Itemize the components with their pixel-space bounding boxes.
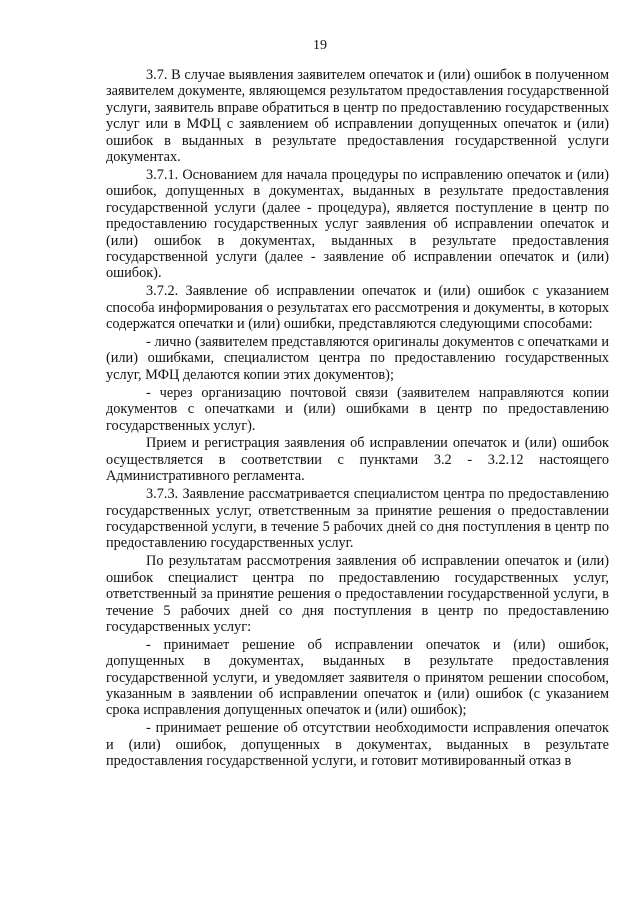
document-body	[106, 67, 609, 771]
list-item-refusal-decision: - принимает решение об отсутствии необходимости исправления опечаток и (или) ошибок, допущенных в документах, выданных в результате предоставления государственной услуги, и готовит мотивированный отказ в	[106, 720, 609, 770]
paragraph-3-7-1: 3.7.1. Основанием для начала процедуры по исправлению опечаток и (или) ошибок, допущенных в документах, выданных в результате предоставления государственной услуги (далее - процедура), является поступление в центр по предоставлению государственных услуг заявления об исправлении опечаток и (или) ошибок в документах, выданных в результате предоставления государственной услуги (далее - заявление об исправлении опечаток и (или) ошибок).	[106, 166, 609, 282]
list-item-correction-decision: - принимает решение об исправлении опечаток и (или) ошибок, допущенных в документах, выданных в результате предоставления государственной услуги, и уведомляет заявителя о принятом решении способом, указанным в заявлении об исправлении опечаток и (или) ошибок (с указанием срока исправления допущенных опечаток и (или) ошибок);	[106, 636, 609, 719]
page-number: 19	[313, 38, 327, 53]
paragraph-3-7-2: 3.7.2. Заявление об исправлении опечаток и (или) ошибок с указанием способа информирования о результатах его рассмотрения и документы, в которых содержатся опечатки и (или) ошибки, представляются следующими способами:	[106, 283, 609, 333]
paragraph-3-7-3: 3.7.3. Заявление рассматривается специалистом центра по предоставлению государственных услуг, ответственным за принятие решения о предоставлении государственной услуги, в течение 5 рабочих дней со дня поступления в центр по предоставлению государственных услуг.	[106, 486, 609, 552]
paragraph-3-7: 3.7. В случае выявления заявителем опечаток и (или) ошибок в полученном заявителем документе, являющемся результатом предоставления государственной услуги, заявитель вправе обратиться в центр по предоставлению государственных услуг или в МФЦ с заявлением об исправлении допущенных опечаток и (или) ошибок в выданных в результате предоставления государственной услуги документах.	[106, 67, 609, 166]
list-item-by-mail: - через организацию почтовой связи (заявителем направляются копии документов с опечатками и (или) ошибками в центр по предоставлению государственных услуг).	[106, 384, 609, 434]
list-item-in-person: - лично (заявителем представляются оригиналы документов с опечатками и (или) ошибками, специалистом центра по предоставлению государственных услуг, МФЦ делаются копии этих документов);	[106, 334, 609, 383]
paragraph-registration: Прием и регистрация заявления об исправлении опечаток и (или) ошибок осуществляется в соответствии с пунктами 3.2 - 3.2.12 настоящего Административного регламента.	[106, 435, 609, 485]
paragraph-review-results: По результатам рассмотрения заявления об исправлении опечаток и (или) ошибок специалист центра по предоставлению государственных услуг, ответственный за принятие решения о предоставлении государственной услуги, в течение 5 рабочих дней со дня поступления в центр по предоставлению государственных услуг:	[106, 553, 609, 635]
